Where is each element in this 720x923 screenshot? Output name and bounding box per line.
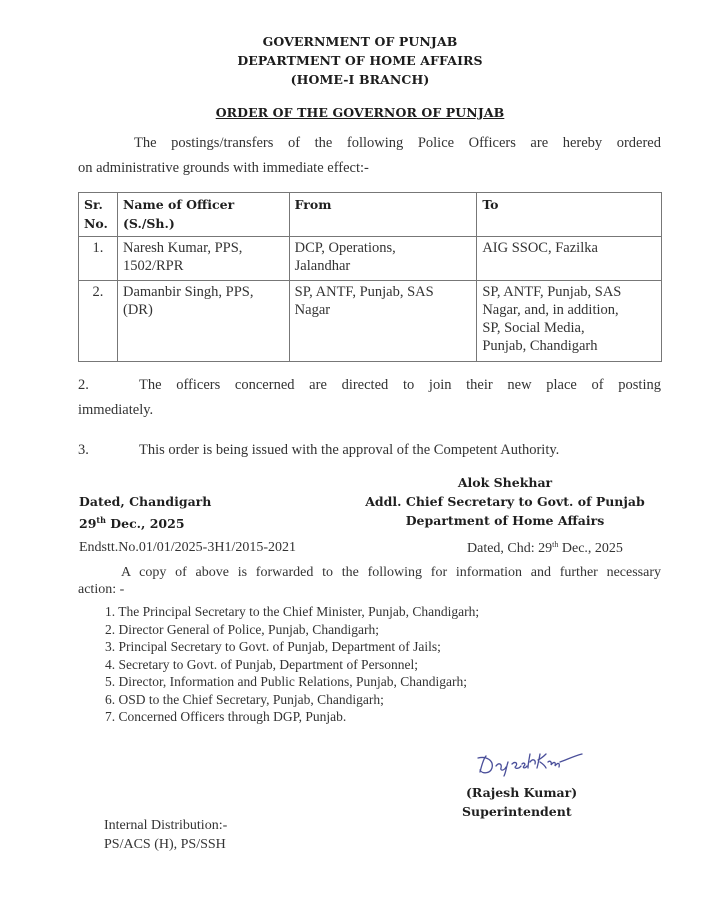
para-2-line-1: The officers concerned are directed to join their new place of posting [139, 377, 661, 393]
copy-line-1: A copy of above is forwarded to the following for information and further necessary [121, 565, 661, 580]
list-item: 5. Director, Information and Public Relations, Punjab, Chandigarh; [105, 674, 468, 689]
header-sr-no: Sr. No. [79, 193, 118, 237]
list-item: 1. The Principal Secretary to the Chief Minister, Punjab, Chandigarh; [105, 604, 480, 619]
internal-distribution [104, 816, 227, 854]
para-3-text: This order is being issued with the approval of the Competent Authority. [139, 442, 560, 458]
endorsement-date: Dated, Chd: 29th Dec., 2025 [467, 540, 623, 556]
superintendent-designation: Superintendent [462, 804, 572, 819]
endorsement-number: Endstt.No.01/01/2025-3H1/2015-2021 [79, 540, 296, 555]
list-item: 4. Secretary to Govt. of Punjab, Department of Personnel; [105, 656, 419, 672]
dated-date: 29th Dec., 2025 [79, 515, 185, 531]
department-title: DEPARTMENT OF HOME AFFAIRS [237, 53, 483, 68]
branch-title: (HOME-I BRANCH) [290, 72, 430, 87]
row-from: DCP, Operations, Jalandhar [289, 237, 477, 281]
signature-icon [474, 748, 584, 780]
signatory-block [340, 473, 670, 530]
postings-table [78, 192, 662, 362]
para-2-number: 2. [78, 377, 89, 393]
internal-distribution-label: Internal Distribution:- [104, 818, 228, 833]
row-sr-no: 1. [79, 237, 118, 281]
list-item: 6. OSD to the Chief Secretary, Punjab, Chandigarh; [105, 691, 384, 707]
superintendent-name: (Rajesh Kumar) [466, 785, 578, 800]
header-to: To [477, 193, 662, 237]
order-title: ORDER OF THE GOVERNOR OF PUNJAB [215, 105, 505, 120]
govt-title: GOVERNMENT OF PUNJAB [262, 34, 458, 49]
signatory-name: Alok Shekhar [457, 475, 553, 490]
row-to: SP, ANTF, Punjab, SAS Nagar, and, in addition, SP, Social Media, Punjab, Chandigarh [477, 281, 662, 362]
row-sr-no: 2. [79, 281, 118, 362]
header-from: From [289, 193, 477, 237]
intro-line-2: on administrative grounds with immediate effect:- [78, 160, 369, 176]
intro-line-1: The postings/transfers of the following Police Officers are hereby ordered [134, 135, 661, 151]
signatory-department: Department of Home Affairs [405, 513, 605, 528]
signatory-designation: Addl. Chief Secretary to Govt. of Punjab [365, 494, 645, 509]
para-3-number: 3. [78, 442, 89, 458]
list-item: 7. Concerned Officers through DGP, Punjab. [105, 709, 347, 724]
para-2-line-2: immediately. [78, 402, 154, 418]
table-row [79, 237, 662, 281]
header-officer-name: Name of Officer (S./Sh.) [117, 193, 289, 237]
list-item: 3. Principal Secretary to Govt. of Punjab, Department of Jails; [105, 639, 441, 654]
table-header-row [79, 193, 662, 237]
recipients-list [105, 603, 479, 726]
row-officer-name: Naresh Kumar, PPS, 1502/RPR [117, 237, 289, 281]
table-row [79, 281, 662, 362]
row-officer-name: Damanbir Singh, PPS, (DR) [117, 281, 289, 362]
copy-line-2: action: - [78, 582, 125, 597]
dated-block [79, 492, 211, 533]
row-to: AIG SSOC, Fazilka [477, 237, 662, 281]
dated-place: Dated, Chandigarh [79, 494, 212, 509]
handwritten-signature [474, 748, 584, 780]
superintendent-block [462, 783, 577, 821]
list-item: 2. Director General of Police, Punjab, Chandigarh; [105, 621, 380, 637]
row-from: SP, ANTF, Punjab, SAS Nagar [289, 281, 477, 362]
internal-distribution-value: PS/ACS (H), PS/SSH [104, 837, 226, 852]
